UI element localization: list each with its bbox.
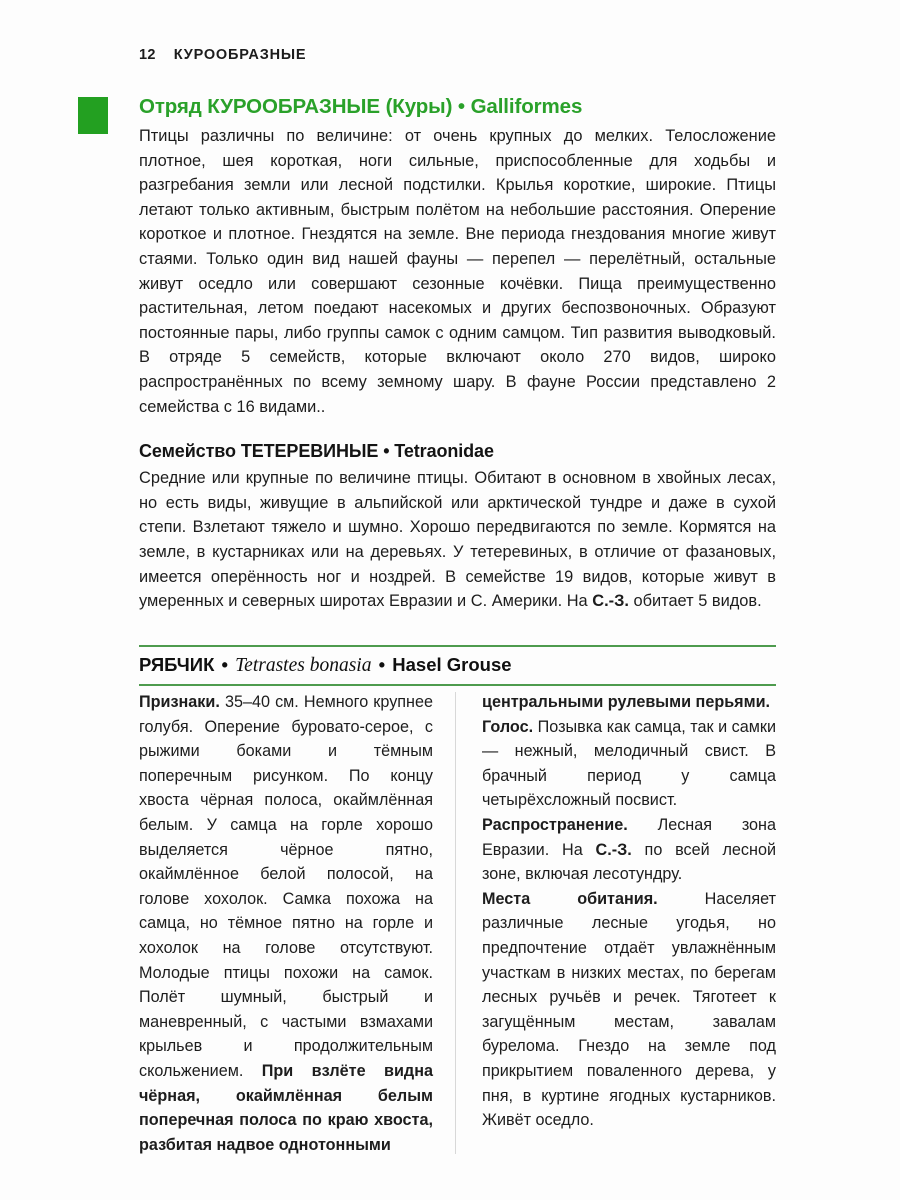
golos-paragraph [482,715,776,813]
column-divider [455,692,456,1154]
species-body-columns [139,690,776,1160]
section-spacer [139,419,776,439]
order-marker-block [78,97,108,134]
family-description-part1: Средние или крупные по величине птицы. Обитают в основном в хвойных лесах, но есть виды, живущие в альпийской или арктической тундре и даже в сухой степи. Взлетают тяжело и шумно. Хорошо передвигаются по земле. Кормятся на земле, в кустарниках или на деревьях. У тетеревиных, в отличие от фазановых, имеется оперённость ног и ноздрей. В семействе 19 видов, которые живут в умеренных и северных широтах Евразии и С. Америки. На [139,469,776,611]
family-description [139,466,776,614]
page-number: 12 [139,47,156,63]
species-heading [139,647,776,684]
mesta-obitaniya-label: Места обитания. [482,889,658,908]
priznaki-bold-text: При взлёте видна чёрная, окаймлённая белым поперечная полоса по краю хвоста, разбитая надвое однотонными [139,1061,433,1154]
species-left-column [139,690,433,1157]
priznaki-paragraph [139,690,433,1157]
priznaki-bold-continuation: центральными рулевыми перьями. [482,693,771,711]
species-name-separator-2: • [378,654,386,675]
family-heading: Семейство ТЕТЕРЕВИНЫЕ • Tetraonidae [139,441,494,462]
species-name-russian: РЯБЧИК [139,654,215,675]
species-rule-bottom [139,684,776,686]
priznaki-continuation-paragraph [482,690,776,715]
rasprostranenie-region-abbr: С.-З. [595,840,632,859]
running-head [139,47,306,63]
rasprostranenie-text-1: Лесная зона Евразии. На [482,815,776,859]
rasprostranenie-paragraph [482,813,776,887]
species-name-english: Hasel Grouse [392,654,512,675]
golos-label: Голос. [482,717,534,736]
golos-text: Позывка как самца, так и самки — нежный, мелодичный свист. В брачный период у самца четырёхсложный посвист. [482,717,776,810]
species-right-column [482,690,776,1133]
species-name-separator-1: • [221,654,228,675]
priznaki-text: 35–40 см. Немного крупнее голубя. Оперение буровато-серое, с рыжими боками и тёмным поперечным рисунком. По концу хвоста чёрная полоса, окаймлённая белым. У самца на горле хорошо выделяется чёрное пятно, окаймлённое белой полосой, на голове хохолок. Самка похожа на самца, но тёмное пятно на горле и хохолок на голове отсутствуют. Молодые птицы похожи на самок. Полёт шумный, быстрый и маневренный, с частыми взмахами крыльев и продолжительным скольжением. [139,693,433,1080]
mesta-obitaniya-paragraph [482,887,776,1133]
order-description: Птицы различны по величине: от очень крупных до мелких. Телосложение плотное, шея короткая, ноги сильные, приспособленные для ходьбы и разгребания земли или лесной подстилки. Крылья короткие, широкие. Птицы летают только активным, быстрым полётом на небольшие расстояния. Оперение короткое и плотное. Гнездятся на земле. Вне периода гнездования многие живут стаями. Только один вид нашей фауны — перепел — перелётный, остальные живут оседло или совершают сезонные кочёвки. Пища преимущественно растительная, летом поедают насекомых и других беспозвоночных. Образуют постоянные пары, либо группы самок с одним самцом. Тип развития выводковый. В отряде 5 семейств, которые включают около 270 видов, широко распространённых по всему земному шару. В фауне России представлено 2 семейства с 16 видами.. [139,127,776,416]
rasprostranenie-text-2: по всей лесной зоне, включая лесотундру. [482,840,777,884]
running-head-title: КУРООБРАЗНЫЕ [173,47,307,63]
rasprostranenie-label: Распространение. [482,815,628,834]
mesta-obitaniya-text: Населяет различные лесные угодья, но предпочтение отдаёт увлажнённым участкам в низких местах, по берегам лесных ручьёв и речек. Тяготеет к загущённым местам, завалам бурелома. Гнездо на земле под прикрытием поваленного дерева, у пня, в куртине ягодных кустарников. Живёт оседло. [482,889,776,1130]
order-heading: Отряд КУРООБРАЗНЫЕ (Куры) • Galliformes [139,95,583,118]
main-text-column [139,94,776,614]
family-description-part2: обитает 5 видов. [628,592,762,611]
family-region-abbr: С.-З. [592,592,629,611]
species-heading-band [139,645,776,686]
priznaki-label: Признаки. [139,693,220,711]
species-name-scientific: Tetrastes bonasia [235,655,372,676]
